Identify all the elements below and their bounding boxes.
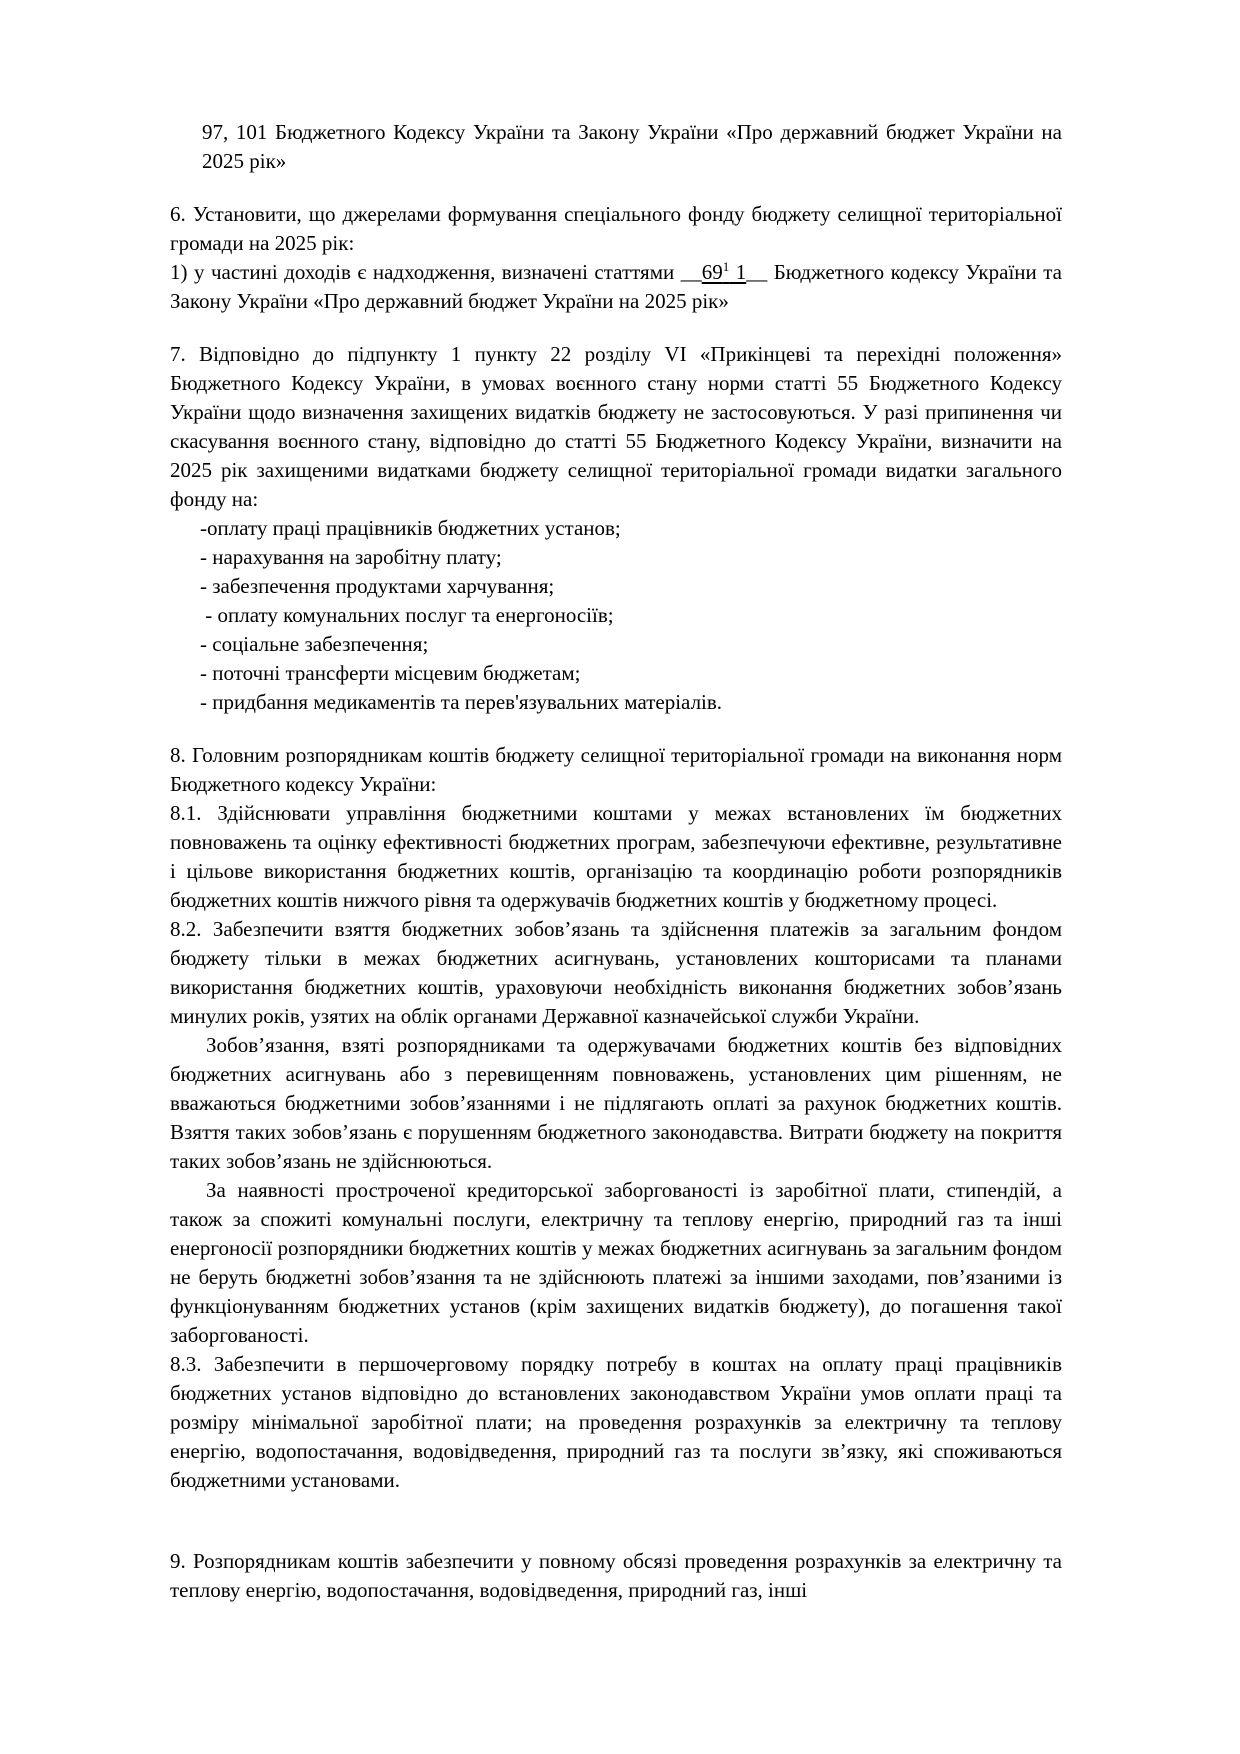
list-item: -оплату праці працівників бюджетних установ;: [200, 516, 621, 540]
section-7-list: [170, 514, 1062, 717]
section-8-lead: 8. Головним розпорядникам коштів бюджету селищної територіальної громади на виконання норм Бюджетного кодексу України:: [170, 743, 1062, 796]
list-item: - нарахування на заробітну плату;: [200, 545, 502, 569]
article-number-rest: 1: [729, 260, 747, 284]
intro-paragraph: 97, 101 Бюджетного Кодексу України та Закону України «Про державний бюджет України на 2025 рік»: [202, 120, 1062, 173]
article-number-base: 69: [701, 260, 723, 284]
section-9-lead: 9. Розпорядникам коштів забезпечити у повному обсязі проведення розрахунків за електричну та теплову енергію, водопостачання, водовідведення, природний газ, інші: [170, 1549, 1062, 1602]
section-6-item-1: [170, 258, 1062, 316]
section-7-lead: 7. Відповідно до підпункту 1 пункту 22 розділу VI «Прикінцеві та перехідні положення» Бюджетного Кодексу України, в умовах воєнного стану норми статті 55 Бюджетного Кодексу України щодо визначення захищених видатків бюджету не застосовуються. У разі припинення чи скасування воєнного стану, відповідно до статті 55 Бюджетного Кодексу України, визначити на 2025 рік захищеними видатками бюджету селищної територіальної громади видатки загального фонду на:: [170, 342, 1062, 511]
list-item: - соціальне забезпечення;: [200, 632, 429, 656]
article-underscore-right: __: [746, 260, 768, 284]
section-8-obligations-paragraph: Зобов’язання, взяті розпорядниками та одержувачами бюджетних коштів без відповідних бюджетних асигнувань або з перевищенням повноважень, установлених цим рішенням, не вважаються бюджетними зобов’язаннями і не підлягають оплаті за рахунок бюджетних коштів. Взяття таких зобов’язань є порушенням бюджетного законодавства. Витрати бюджету на покриття таких зобов’язань не здійснюються.: [170, 1033, 1062, 1173]
section-8-3-paragraph: 8.3. Забезпечити в першочерговому порядку потребу в коштах на оплату праці працівників бюджетних установ відповідно до встановлених законодавством України умов оплати праці та розміру мінімальної заробітної плати; на проведення розрахунків за електричну та теплову енергію, водопостачання, водовідведення, природний газ та послуги зв’язку, які споживаються бюджетними установами.: [170, 1352, 1062, 1492]
list-item: - поточні трансферти місцевим бюджетам;: [200, 661, 581, 685]
section-8-2-paragraph: 8.2. Забезпечити взяття бюджетних зобов’язань та здійснення платежів за загальним фондом бюджету тільки в межах бюджетних асигнувань, установлених кошторисами та планами використання бюджетних коштів, ураховуючи необхідність виконання бюджетних зобов’язань минулих років, узятих на облік органами Державної казначейської служби України.: [170, 917, 1062, 1028]
list-item: - придбання медикаментів та перев'язувальних матеріалів.: [200, 690, 723, 714]
section-6-item-1-prefix: 1) у частині доходів є надходження, визначені статтями: [170, 260, 681, 284]
article-underscore-left: __: [680, 260, 702, 284]
list-item: - оплату комунальних послуг та енергоносіїв;: [200, 603, 614, 627]
section-8-1-paragraph: 8.1. Здійснювати управління бюджетними коштами у межах встановлених їм бюджетних повноважень та оцінку ефективності бюджетних програм, забезпечуючи ефективне, результативне і цільове використання бюджетних коштів, організацію та координацію роботи розпорядників бюджетних коштів нижчого рівня та одержувачів бюджетних коштів у бюджетному процесі.: [170, 801, 1062, 912]
section-6-lead: 6. Установити, що джерелами формування спеціального фонду бюджету селищної територіальної громади на 2025 рік:: [170, 202, 1062, 255]
list-item: - забезпечення продуктами харчування;: [200, 574, 555, 598]
article-number-superscript: 1: [722, 259, 730, 274]
section-6-item-1-suffix: Бюджетного кодексу України та Закону України «Про державний бюджет України на 2025 рік»: [170, 260, 1063, 313]
article-number: [702, 260, 747, 284]
section-8-overdue-debt-paragraph: За наявності простроченої кредиторської заборгованості із заробітної плати, стипендій, а також за спожиті комунальні послуги, електричну та теплову енергію, природний газ та інші енергоносії розпорядники бюджетних коштів у межах бюджетних асигнувань за загальним фондом не беруть бюджетні зобов’язання та не здійснюють платежі за іншими заходами, пов’язаними із функціонуванням бюджетних установ (крім захищених видатків бюджету), до погашення такої заборгованості.: [170, 1178, 1062, 1347]
document-page: [170, 118, 1062, 1605]
